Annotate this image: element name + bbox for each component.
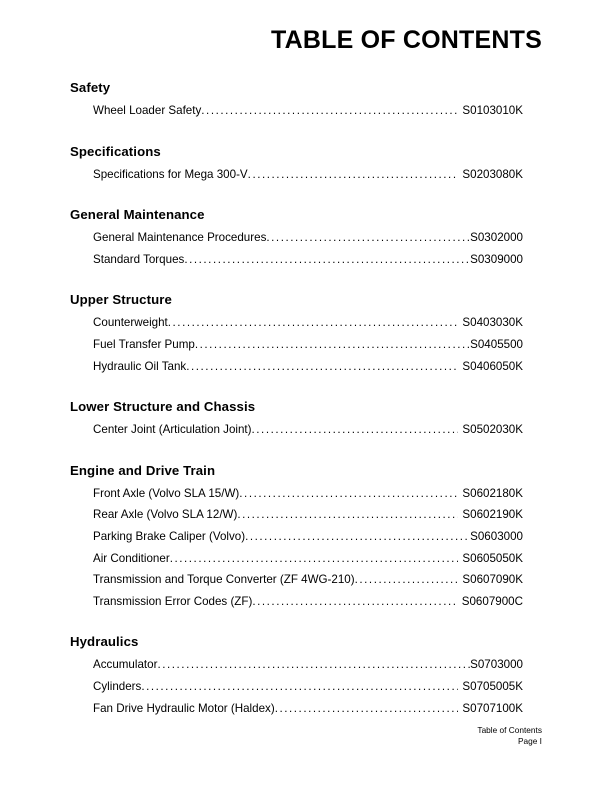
footer-page-number: Page I bbox=[518, 736, 542, 746]
toc-entry-code: S0602190K bbox=[462, 508, 523, 522]
toc-section-heading: Safety bbox=[70, 80, 111, 95]
toc-entry-code: S0406050K bbox=[462, 359, 523, 373]
toc-entry-code: S0309000 bbox=[470, 252, 523, 266]
toc-entry-code: S0603000 bbox=[470, 529, 523, 543]
toc-entry-code: S0103010K bbox=[462, 104, 523, 117]
toc-entry[interactable] bbox=[93, 356, 523, 378]
toc-dot-leader bbox=[248, 164, 459, 186]
page-title: TABLE OF CONTENTS bbox=[271, 26, 542, 54]
toc-section-heading: Specifications bbox=[70, 143, 161, 159]
toc-entry[interactable] bbox=[93, 504, 523, 526]
toc-entry-code: S0405500 bbox=[470, 337, 523, 351]
toc-entry-label: Transmission and Torque Converter (ZF 4WG-210) bbox=[93, 573, 355, 587]
toc-section-heading: Lower Structure and Chassis bbox=[70, 399, 256, 415]
toc-section bbox=[70, 292, 523, 377]
toc-dot-leader bbox=[275, 698, 459, 720]
table-of-contents-list bbox=[70, 80, 523, 719]
toc-entry-label: Rear Axle (Volvo SLA 12/W) bbox=[93, 508, 238, 522]
toc-entry[interactable] bbox=[93, 676, 523, 698]
toc-dot-leader bbox=[252, 591, 457, 613]
toc-dot-leader bbox=[186, 356, 458, 378]
toc-dot-leader bbox=[184, 249, 470, 271]
toc-entry-label: Accumulator bbox=[93, 658, 158, 672]
toc-dot-leader bbox=[245, 526, 470, 548]
toc-entry[interactable] bbox=[93, 334, 523, 356]
toc-entry-label: Transmission Error Codes (ZF) bbox=[93, 594, 253, 608]
toc-entry[interactable] bbox=[93, 419, 523, 441]
toc-dot-leader bbox=[195, 334, 470, 356]
toc-section-heading: General Maintenance bbox=[70, 207, 205, 223]
toc-entry[interactable] bbox=[93, 654, 523, 676]
toc-section bbox=[70, 463, 523, 613]
toc-section bbox=[70, 207, 523, 270]
toc-dot-leader bbox=[355, 569, 459, 591]
toc-entry[interactable] bbox=[93, 591, 523, 613]
toc-entry-code: S0502030K bbox=[462, 423, 523, 437]
toc-entry-label: Hydraulic Oil Tank bbox=[93, 359, 187, 373]
toc-section-heading: Upper Structure bbox=[70, 292, 172, 308]
toc-entry[interactable] bbox=[93, 548, 523, 570]
footer-document-name: Table of Contents bbox=[477, 725, 542, 735]
toc-entry-label: Fan Drive Hydraulic Motor (Haldex) bbox=[93, 701, 275, 715]
toc-entry-label: Air Conditioner bbox=[93, 551, 170, 565]
toc-dot-leader bbox=[170, 548, 459, 570]
toc-dot-leader bbox=[141, 676, 458, 698]
toc-entry-label: Cylinders bbox=[93, 679, 142, 693]
toc-entry[interactable] bbox=[93, 249, 523, 271]
toc-entry-code: S0707100K bbox=[462, 701, 523, 715]
toc-section bbox=[70, 399, 523, 441]
toc-entry-label: Parking Brake Caliper (Volvo) bbox=[93, 529, 246, 543]
toc-section bbox=[70, 144, 523, 186]
toc-entry[interactable] bbox=[93, 526, 523, 548]
toc-entry-label: Fuel Transfer Pump bbox=[93, 337, 195, 351]
toc-dot-leader bbox=[201, 100, 458, 122]
toc-section-heading: Hydraulics bbox=[70, 634, 139, 650]
toc-dot-leader bbox=[266, 227, 470, 249]
toc-dot-leader bbox=[237, 504, 458, 526]
toc-entry-label: Specifications for Mega 300-V bbox=[93, 167, 248, 181]
toc-dot-leader bbox=[157, 654, 470, 676]
toc-entry-code: S0602180K bbox=[462, 486, 523, 500]
toc-entry[interactable] bbox=[93, 164, 523, 186]
toc-dot-leader bbox=[168, 312, 459, 334]
toc-section bbox=[70, 80, 523, 122]
toc-section bbox=[70, 634, 523, 719]
toc-entry-code: S0302000 bbox=[470, 231, 523, 245]
toc-entry-code: S0605050K bbox=[462, 551, 523, 565]
toc-entry[interactable] bbox=[93, 312, 523, 334]
toc-entry[interactable] bbox=[93, 569, 523, 591]
toc-entry-label: Standard Torques bbox=[93, 252, 185, 266]
toc-entry[interactable] bbox=[93, 698, 523, 720]
toc-entry-code: S0607090K bbox=[462, 573, 523, 587]
toc-entry-label: Front Axle (Volvo SLA 15/W) bbox=[93, 486, 240, 500]
toc-section-heading: Engine and Drive Train bbox=[70, 462, 216, 478]
toc-entry-label: Wheel Loader Safety bbox=[93, 104, 202, 117]
toc-entry-label: Counterweight bbox=[93, 316, 168, 330]
page-footer bbox=[477, 725, 542, 747]
toc-entry-code: S0607900C bbox=[461, 594, 523, 608]
toc-entry[interactable] bbox=[93, 227, 523, 249]
toc-entry-code: S0203080K bbox=[462, 167, 523, 181]
toc-entry[interactable] bbox=[93, 483, 523, 505]
toc-entry-code: S0403030K bbox=[462, 316, 523, 330]
toc-dot-leader bbox=[239, 483, 458, 505]
toc-dot-leader bbox=[252, 419, 459, 441]
toc-entry-label: Center Joint (Articulation Joint) bbox=[93, 423, 252, 437]
toc-entry-code: S0705005K bbox=[462, 679, 523, 693]
toc-entry-code: S0703000 bbox=[470, 658, 523, 672]
toc-entry[interactable] bbox=[93, 100, 523, 122]
toc-entry-label: General Maintenance Procedures bbox=[93, 231, 267, 245]
